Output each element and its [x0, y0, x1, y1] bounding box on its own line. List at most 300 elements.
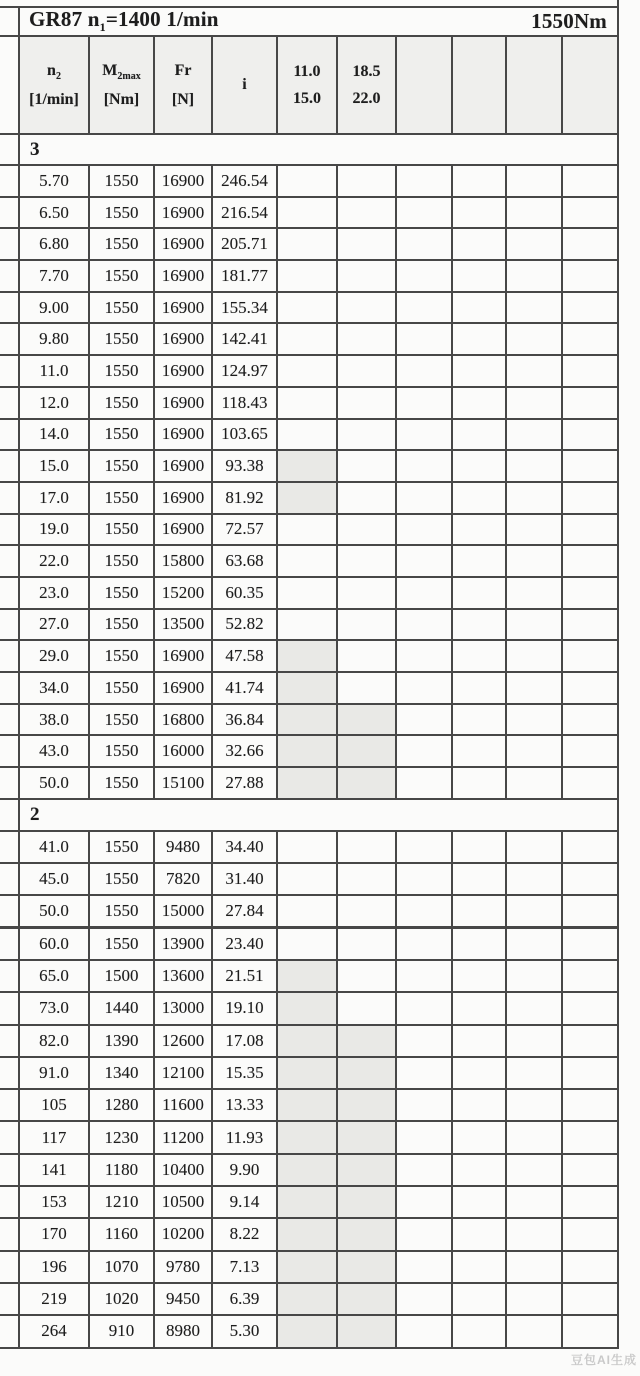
empty-cell — [507, 673, 563, 703]
empty-cell — [338, 705, 397, 735]
section-label: 2 — [18, 800, 619, 830]
table-row — [0, 483, 619, 515]
empty-cell — [563, 420, 619, 450]
header-power-18-22: 18.5 22.0 — [338, 37, 397, 133]
cell-i: 63.68 — [213, 546, 278, 576]
empty-cell — [338, 483, 397, 513]
cell-n2: 41.0 — [18, 832, 90, 862]
cell-m2max: 1440 — [90, 993, 155, 1023]
header-fr-unit: [N] — [171, 90, 195, 108]
empty-cell — [507, 1026, 563, 1056]
empty-cell — [507, 896, 563, 925]
table-title: GR87 $n_1=1400$ 1/min — [29, 8, 219, 35]
empty-cell — [278, 356, 338, 386]
column-header-row — [0, 37, 619, 135]
empty-cell — [278, 324, 338, 354]
empty-cell — [338, 993, 397, 1023]
empty-cell — [507, 768, 563, 798]
cell-i: 142.41 — [213, 324, 278, 354]
empty-cell — [453, 451, 507, 481]
empty-cell — [278, 993, 338, 1023]
table-row — [0, 229, 619, 261]
empty-cell — [453, 261, 507, 291]
empty-cell — [507, 705, 563, 735]
empty-cell — [278, 293, 338, 323]
section-label-row — [0, 135, 619, 166]
empty-cell — [563, 1122, 619, 1152]
empty-cell — [397, 736, 453, 766]
header-m2max: $M_{2max}$ [Nm] — [90, 37, 155, 133]
empty-cell — [278, 1090, 338, 1120]
empty-cell — [278, 929, 338, 959]
table-row — [0, 736, 619, 768]
empty-cell — [453, 229, 507, 259]
cell-i: 23.40 — [213, 929, 278, 959]
empty-cell — [563, 1219, 619, 1249]
empty-cell — [507, 261, 563, 291]
left-gutter — [0, 8, 18, 35]
cell-n2: 82.0 — [18, 1026, 90, 1056]
header-empty-3 — [507, 37, 563, 133]
cell-i: 13.33 — [213, 1090, 278, 1120]
empty-cell — [397, 832, 453, 862]
cell-i: 32.66 — [213, 736, 278, 766]
empty-cell — [338, 641, 397, 671]
empty-cell — [397, 993, 453, 1023]
table-body — [0, 135, 619, 1349]
empty-cell — [453, 705, 507, 735]
empty-cell — [278, 864, 338, 894]
cell-fr: 16900 — [155, 641, 213, 671]
empty-cell — [507, 1252, 563, 1282]
table-row — [0, 610, 619, 642]
cell-i: 246.54 — [213, 166, 278, 196]
empty-cell — [453, 578, 507, 608]
cell-fr: 9480 — [155, 832, 213, 862]
table-title-row — [0, 6, 619, 37]
empty-cell — [563, 356, 619, 386]
empty-cell — [563, 1252, 619, 1282]
table-row — [0, 1090, 619, 1122]
empty-cell — [338, 578, 397, 608]
gear-ratings-table — [0, 6, 619, 1349]
empty-cell — [397, 705, 453, 735]
empty-cell — [453, 610, 507, 640]
empty-cell — [507, 1122, 563, 1152]
empty-cell — [563, 261, 619, 291]
empty-cell — [338, 610, 397, 640]
empty-cell — [278, 1252, 338, 1282]
empty-cell — [278, 896, 338, 925]
empty-cell — [453, 1187, 507, 1217]
empty-cell — [338, 293, 397, 323]
empty-cell — [338, 1219, 397, 1249]
cell-i: 36.84 — [213, 705, 278, 735]
empty-cell — [507, 546, 563, 576]
cell-n2: 50.0 — [18, 896, 90, 925]
cell-n2: 45.0 — [18, 864, 90, 894]
empty-cell — [338, 388, 397, 418]
empty-cell — [507, 293, 563, 323]
cell-m2max: 1500 — [90, 961, 155, 991]
empty-cell — [278, 961, 338, 991]
empty-cell — [507, 483, 563, 513]
cell-n2: 17.0 — [18, 483, 90, 513]
cell-i: 17.08 — [213, 1026, 278, 1056]
cell-n2: 11.0 — [18, 356, 90, 386]
cell-i: 205.71 — [213, 229, 278, 259]
cell-i: 8.22 — [213, 1219, 278, 1249]
empty-cell — [278, 388, 338, 418]
empty-cell — [507, 1316, 563, 1346]
empty-cell — [563, 388, 619, 418]
scan-edge-artifact — [617, 0, 619, 8]
section-label: 3 — [18, 135, 619, 164]
empty-cell — [563, 1058, 619, 1088]
empty-cell — [338, 929, 397, 959]
empty-cell — [397, 388, 453, 418]
empty-cell — [397, 1284, 453, 1314]
cell-n2: 5.70 — [18, 166, 90, 196]
empty-cell — [507, 610, 563, 640]
empty-cell — [453, 356, 507, 386]
cell-i: 72.57 — [213, 515, 278, 545]
header-ratio: i — [213, 37, 278, 133]
empty-cell — [278, 483, 338, 513]
header-empty-1 — [397, 37, 453, 133]
empty-cell — [507, 198, 563, 228]
empty-cell — [453, 483, 507, 513]
empty-cell — [397, 515, 453, 545]
cell-m2max: 1550 — [90, 896, 155, 925]
cell-m2max: 1550 — [90, 166, 155, 196]
cell-i: 19.10 — [213, 993, 278, 1023]
header-empty-2 — [453, 37, 507, 133]
table-row — [0, 388, 619, 420]
cell-n2: 15.0 — [18, 451, 90, 481]
cell-m2max: 1070 — [90, 1252, 155, 1282]
cell-i: 81.92 — [213, 483, 278, 513]
cell-n2: 196 — [18, 1252, 90, 1282]
empty-cell — [397, 1187, 453, 1217]
empty-cell — [563, 896, 619, 925]
empty-cell — [278, 832, 338, 862]
cell-i: 93.38 — [213, 451, 278, 481]
empty-cell — [507, 324, 563, 354]
empty-cell — [278, 1026, 338, 1056]
cell-i: 216.54 — [213, 198, 278, 228]
cell-fr: 16900 — [155, 324, 213, 354]
empty-cell — [453, 166, 507, 196]
cell-i: 27.88 — [213, 768, 278, 798]
empty-cell — [397, 1155, 453, 1185]
cell-fr: 11200 — [155, 1122, 213, 1152]
cell-fr: 15800 — [155, 546, 213, 576]
empty-cell — [278, 198, 338, 228]
empty-cell — [278, 515, 338, 545]
empty-cell — [397, 864, 453, 894]
empty-cell — [453, 929, 507, 959]
cell-fr: 15000 — [155, 896, 213, 925]
empty-cell — [507, 1090, 563, 1120]
empty-cell — [563, 483, 619, 513]
cell-i: 9.14 — [213, 1187, 278, 1217]
cell-fr: 16900 — [155, 356, 213, 386]
empty-cell — [338, 961, 397, 991]
cell-fr: 16800 — [155, 705, 213, 735]
cell-m2max: 1550 — [90, 420, 155, 450]
header-n2-unit: [1/min] — [29, 90, 79, 108]
empty-cell — [563, 324, 619, 354]
empty-cell — [507, 1058, 563, 1088]
cell-fr: 16900 — [155, 483, 213, 513]
empty-cell — [563, 1026, 619, 1056]
cell-n2: 38.0 — [18, 705, 90, 735]
empty-cell — [507, 1284, 563, 1314]
empty-cell — [453, 864, 507, 894]
empty-cell — [563, 961, 619, 991]
cell-fr: 16900 — [155, 388, 213, 418]
empty-cell — [278, 705, 338, 735]
empty-cell — [338, 1284, 397, 1314]
cell-n2: 9.80 — [18, 324, 90, 354]
table-row — [0, 641, 619, 673]
cell-fr: 7820 — [155, 864, 213, 894]
empty-cell — [278, 229, 338, 259]
cell-fr: 16900 — [155, 166, 213, 196]
cell-m2max: 1550 — [90, 578, 155, 608]
empty-cell — [338, 229, 397, 259]
cell-m2max: 1550 — [90, 929, 155, 959]
empty-cell — [453, 293, 507, 323]
empty-cell — [278, 420, 338, 450]
empty-cell — [453, 515, 507, 545]
empty-cell — [338, 1252, 397, 1282]
cell-fr: 12600 — [155, 1026, 213, 1056]
empty-cell — [563, 673, 619, 703]
empty-cell — [397, 641, 453, 671]
empty-cell — [453, 388, 507, 418]
empty-cell — [453, 1058, 507, 1088]
empty-cell — [397, 1122, 453, 1152]
table-row — [0, 993, 619, 1025]
cell-m2max: 1550 — [90, 229, 155, 259]
empty-cell — [338, 1155, 397, 1185]
empty-cell — [453, 736, 507, 766]
empty-cell — [507, 832, 563, 862]
cell-m2max: 1180 — [90, 1155, 155, 1185]
empty-cell — [278, 578, 338, 608]
cell-n2: 27.0 — [18, 610, 90, 640]
table-row — [0, 166, 619, 198]
empty-cell — [278, 768, 338, 798]
empty-cell — [453, 1026, 507, 1056]
empty-cell — [507, 961, 563, 991]
table-row — [0, 1219, 619, 1251]
cell-m2max: 1550 — [90, 198, 155, 228]
cell-m2max: 1550 — [90, 705, 155, 735]
empty-cell — [397, 1252, 453, 1282]
empty-cell — [563, 515, 619, 545]
empty-cell — [453, 1090, 507, 1120]
cell-i: 60.35 — [213, 578, 278, 608]
cell-fr: 16900 — [155, 673, 213, 703]
empty-cell — [338, 1316, 397, 1346]
table-row — [0, 198, 619, 230]
empty-cell — [507, 641, 563, 671]
empty-cell — [397, 198, 453, 228]
cell-m2max: 1550 — [90, 832, 155, 862]
empty-cell — [397, 356, 453, 386]
empty-cell — [278, 736, 338, 766]
cell-n2: 219 — [18, 1284, 90, 1314]
cell-fr: 8980 — [155, 1316, 213, 1346]
empty-cell — [397, 768, 453, 798]
cell-m2max: 1210 — [90, 1187, 155, 1217]
empty-cell — [338, 832, 397, 862]
empty-cell — [507, 578, 563, 608]
empty-cell — [453, 1219, 507, 1249]
empty-cell — [563, 1155, 619, 1185]
cell-m2max: 1160 — [90, 1219, 155, 1249]
empty-cell — [338, 1058, 397, 1088]
cell-fr: 16900 — [155, 261, 213, 291]
empty-cell — [338, 1026, 397, 1056]
cell-n2: 12.0 — [18, 388, 90, 418]
empty-cell — [338, 515, 397, 545]
table-row — [0, 420, 619, 452]
cell-fr: 16900 — [155, 198, 213, 228]
empty-cell — [397, 1026, 453, 1056]
empty-cell — [563, 1316, 619, 1346]
empty-cell — [278, 1155, 338, 1185]
empty-cell — [563, 229, 619, 259]
empty-cell — [563, 768, 619, 798]
cell-n2: 6.50 — [18, 198, 90, 228]
empty-cell — [563, 1090, 619, 1120]
cell-fr: 10500 — [155, 1187, 213, 1217]
cell-n2: 73.0 — [18, 993, 90, 1023]
empty-cell — [338, 166, 397, 196]
empty-cell — [453, 1252, 507, 1282]
empty-cell — [338, 736, 397, 766]
table-row — [0, 356, 619, 388]
cell-n2: 170 — [18, 1219, 90, 1249]
empty-cell — [338, 1187, 397, 1217]
empty-cell — [278, 546, 338, 576]
cell-n2: 50.0 — [18, 768, 90, 798]
empty-cell — [563, 293, 619, 323]
empty-cell — [397, 261, 453, 291]
empty-cell — [397, 483, 453, 513]
empty-cell — [278, 1122, 338, 1152]
empty-cell — [278, 261, 338, 291]
empty-cell — [397, 420, 453, 450]
cell-i: 155.34 — [213, 293, 278, 323]
table-row — [0, 451, 619, 483]
empty-cell — [278, 1284, 338, 1314]
cell-fr: 13900 — [155, 929, 213, 959]
cell-i: 7.13 — [213, 1252, 278, 1282]
header-m2max-unit: [Nm] — [103, 90, 140, 108]
empty-cell — [397, 1090, 453, 1120]
header-n2: $n_2$ [1/min] — [18, 37, 90, 133]
cell-n2: 7.70 — [18, 261, 90, 291]
empty-cell — [397, 451, 453, 481]
empty-cell — [507, 166, 563, 196]
empty-cell — [397, 324, 453, 354]
cell-fr: 10200 — [155, 1219, 213, 1249]
empty-cell — [563, 929, 619, 959]
cell-m2max: 1550 — [90, 546, 155, 576]
cell-m2max: 1550 — [90, 388, 155, 418]
cell-i: 181.77 — [213, 261, 278, 291]
empty-cell — [563, 1187, 619, 1217]
cell-i: 6.39 — [213, 1284, 278, 1314]
cell-m2max: 1280 — [90, 1090, 155, 1120]
empty-cell — [507, 356, 563, 386]
cell-m2max: 1550 — [90, 610, 155, 640]
table-row — [0, 832, 619, 864]
empty-cell — [453, 324, 507, 354]
cell-i: 118.43 — [213, 388, 278, 418]
cell-i: 27.84 — [213, 896, 278, 925]
cell-n2: 6.80 — [18, 229, 90, 259]
empty-cell — [397, 229, 453, 259]
table-row — [0, 1058, 619, 1090]
empty-cell — [563, 166, 619, 196]
table-row — [0, 1026, 619, 1058]
empty-cell — [563, 198, 619, 228]
empty-cell — [453, 1316, 507, 1346]
cell-i: 11.93 — [213, 1122, 278, 1152]
empty-cell — [453, 198, 507, 228]
empty-cell — [563, 864, 619, 894]
empty-cell — [397, 961, 453, 991]
cell-i: 21.51 — [213, 961, 278, 991]
empty-cell — [338, 420, 397, 450]
empty-cell — [563, 832, 619, 862]
empty-cell — [507, 736, 563, 766]
empty-cell — [453, 832, 507, 862]
table-row — [0, 324, 619, 356]
cell-n2: 65.0 — [18, 961, 90, 991]
empty-cell — [563, 578, 619, 608]
empty-cell — [397, 166, 453, 196]
cell-i: 9.90 — [213, 1155, 278, 1185]
cell-i: 34.40 — [213, 832, 278, 862]
cell-i: 15.35 — [213, 1058, 278, 1088]
empty-cell — [507, 388, 563, 418]
cell-fr: 16900 — [155, 451, 213, 481]
header-power-11-15: 11.0 15.0 — [278, 37, 338, 133]
empty-cell — [338, 1090, 397, 1120]
torque-rating: 1550Nm — [531, 9, 607, 33]
empty-cell — [338, 324, 397, 354]
cell-n2: 43.0 — [18, 736, 90, 766]
table-row — [0, 578, 619, 610]
table-row — [0, 515, 619, 547]
cell-fr: 16900 — [155, 420, 213, 450]
cell-m2max: 1550 — [90, 293, 155, 323]
table-row — [0, 864, 619, 896]
section-label-row — [0, 800, 619, 832]
empty-cell — [397, 1219, 453, 1249]
empty-cell — [278, 673, 338, 703]
empty-cell — [507, 929, 563, 959]
table-row — [0, 896, 619, 928]
empty-cell — [338, 261, 397, 291]
